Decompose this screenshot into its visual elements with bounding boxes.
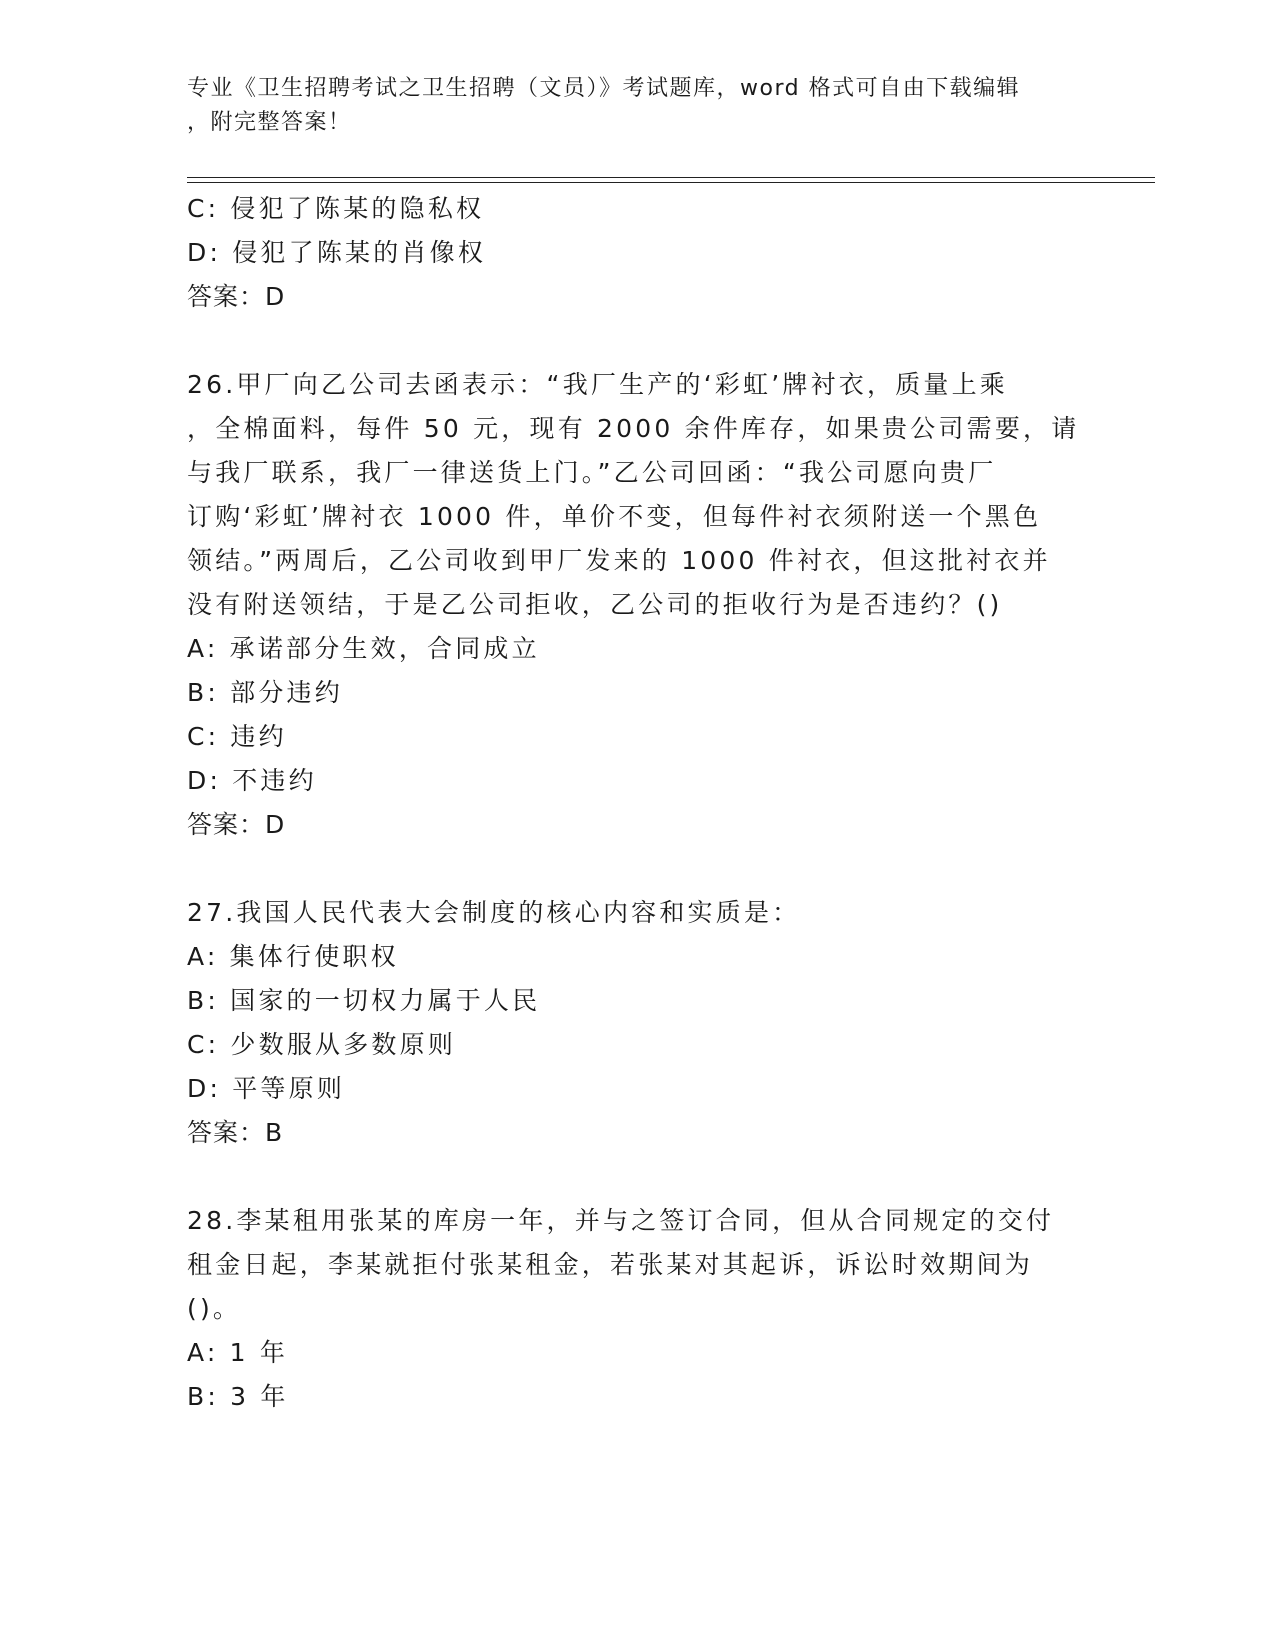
q28-option-a: A: 1 年 <box>187 1338 289 1367</box>
q26-option-d: D: 不违约 <box>187 766 317 795</box>
header-divider-bottom <box>187 182 1155 183</box>
q26-question-line: 没有附送领结，于是乙公司拒收，乙公司的拒收行为是否违约？() <box>187 590 1003 619</box>
q25-option-d: D: 侵犯了陈某的肖像权 <box>187 238 487 267</box>
q25-option-c: C: 侵犯了陈某的隐私权 <box>187 194 485 223</box>
header-line-2: ，附完整答案！ <box>187 110 352 135</box>
header-divider-top <box>187 177 1155 178</box>
q26-option-c: C: 违约 <box>187 722 287 751</box>
q26-question-line: 26.甲厂向乙公司去函表示：“我厂生产的‘彩虹’牌衬衣，质量上乘 <box>187 370 1009 399</box>
q28-option-b: B: 3 年 <box>187 1382 289 1411</box>
q26-question-line: 与我厂联系，我厂一律送货上门。”乙公司回函：“我公司愿向贵厂 <box>187 458 997 487</box>
q26-question-line: 订购‘彩虹’牌衬衣 1000 件，单价不变，但每件衬衣须附送一个黑色 <box>187 502 1042 531</box>
q26-option-b: B: 部分违约 <box>187 678 343 707</box>
q26-question-line: ，全棉面料，每件 50 元，现有 2000 余件库存，如果贵公司需要，请 <box>187 414 1080 443</box>
q27-question: 27.我国人民代表大会制度的核心内容和实质是： <box>187 898 801 927</box>
q26-option-a: A: 承诺部分生效，合同成立 <box>187 634 540 663</box>
header-line-1: 专业《卫生招聘考试之卫生招聘（文员）》考试题库，word 格式可自由下载编辑 <box>187 76 1021 101</box>
q28-question-line: 28.李某租用张某的库房一年，并与之签订合同，但从合同规定的交付 <box>187 1206 1055 1235</box>
q27-answer: 答案：B <box>187 1118 284 1147</box>
q28-question-line: 租金日起，李某就拒付张某租金，若张某对其起诉，诉讼时效期间为 <box>187 1250 1034 1279</box>
q27-option-d: D: 平等原则 <box>187 1074 346 1103</box>
document-header <box>187 72 1067 140</box>
q25-answer: 答案：D <box>187 282 286 311</box>
q27-option-c: C: 少数服从多数原则 <box>187 1030 457 1059</box>
q27-option-a: A: 集体行使职权 <box>187 942 399 971</box>
q27-option-b: B: 国家的一切权力属于人民 <box>187 986 541 1015</box>
q26-question-line: 领结。”两周后，乙公司收到甲厂发来的 1000 件衬衣，但这批衬衣并 <box>187 546 1051 575</box>
q28-question-line: ()。 <box>187 1294 242 1323</box>
q26-answer: 答案：D <box>187 810 286 839</box>
